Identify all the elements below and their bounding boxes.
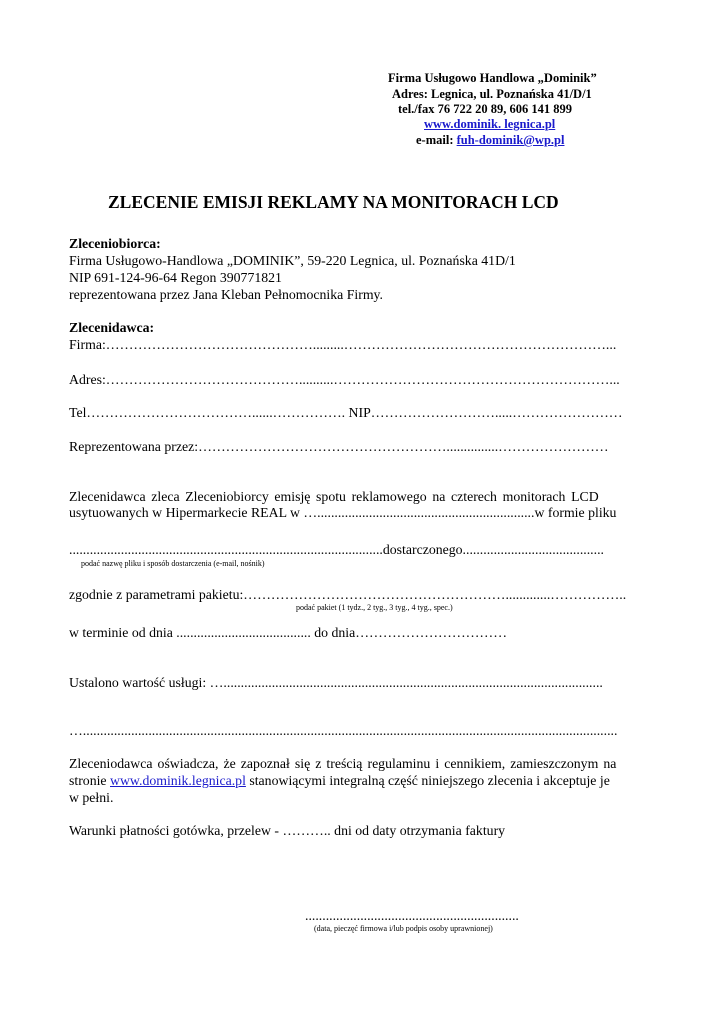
- zleceniobiorca-label: Zleceniobiorca:: [69, 236, 161, 251]
- order-paragraph-line1: Zlecenidawca zleca Zleceniobiorcy emisję spotu reklamowego na czterech monitorach LCD: [69, 489, 599, 504]
- declaration-line1: Zleceniodawca oświadcza, że zapoznał się z treścią regulaminu i cennikiem, zamieszczonym na: [69, 756, 617, 771]
- company-name: Firma Usługowo Handlowa „Dominik”: [388, 71, 597, 85]
- declaration-line3: w pełni.: [69, 790, 114, 805]
- company-address: Adres: Legnica, ul. Poznańska 41/D/1: [392, 87, 592, 101]
- order-paragraph-line2[interactable]: usytuowanych w Hipermarkecie REAL w …...............................................................w formie pliku: [69, 505, 617, 520]
- package-field[interactable]: zgodnie z parametrami pakietu:………………………………………………….............……………..: [69, 587, 627, 602]
- signature-line[interactable]: ..............................................................: [305, 908, 519, 923]
- website-link[interactable]: www.dominik. legnica.pl: [424, 117, 556, 131]
- zleceniobiorca-nip: NIP 691-124-96-64 Regon 390771821: [69, 270, 282, 285]
- payment-terms[interactable]: Warunki płatności gotówka, przelew - ……….. dni od daty otrzymania faktury: [69, 823, 506, 838]
- term-field[interactable]: w terminie od dnia ....................................... do dnia……………………………: [69, 625, 508, 640]
- file-field[interactable]: ...........................................................................................dostarczonego.........................................: [69, 542, 604, 557]
- signature-caption: (data, pieczęć firmowa i/lub podpis osoby uprawnionej): [314, 924, 493, 933]
- adres-field[interactable]: Adres:……………………………………..........……………………………………………………...: [69, 372, 620, 387]
- declaration-line2: [69, 773, 610, 789]
- declaration-text-post: stanowiącymi integralną część niniejszego zlecenia i akceptuje je: [245, 773, 610, 788]
- service-value-field[interactable]: Ustalono wartość usługi: …..............................................................................................................: [69, 675, 603, 690]
- document-title: ZLECENIE EMISJI REKLAMY NA MONITORACH LCD: [108, 192, 559, 212]
- declaration-text-pre: stronie: [69, 773, 110, 788]
- service-value-extra-field[interactable]: …...........................................................................................................................................................: [69, 723, 618, 738]
- company-phone: tel./fax 76 722 20 89, 606 141 899: [398, 102, 572, 116]
- company-website: [424, 116, 555, 132]
- zleceniobiorca-company: Firma Usługowo-Handlowa „DOMINIK”, 59-220 Legnica, ul. Poznańska 41D/1: [69, 253, 516, 268]
- zleceniodawca-label: Zlecenidawca:: [69, 320, 155, 335]
- email-label: e-mail:: [416, 133, 457, 147]
- zleceniobiorca-representative: reprezentowana przez Jana Kleban Pełnomocnika Firmy.: [69, 287, 384, 302]
- company-email: [416, 132, 564, 148]
- tel-nip-field[interactable]: Tel………………………………......……………. NIP……………………….....……………………: [69, 405, 623, 420]
- regulations-link[interactable]: www.dominik.legnica.pl: [110, 773, 246, 788]
- reprezentowana-field[interactable]: Reprezentowana przez:………………………………………………...............……………………: [69, 439, 609, 454]
- file-hint: podać nazwę pliku i sposób dostarczenia (e-mail, nośnik): [81, 559, 265, 568]
- firma-field[interactable]: Firma:……………………………………….........…………………………………………………...: [69, 337, 617, 352]
- email-link[interactable]: fuh-dominik@wp.pl: [456, 133, 565, 147]
- package-hint: podać pakiet (1 tydz., 2 tyg., 3 tyg., 4 tyg., spec.): [296, 603, 453, 612]
